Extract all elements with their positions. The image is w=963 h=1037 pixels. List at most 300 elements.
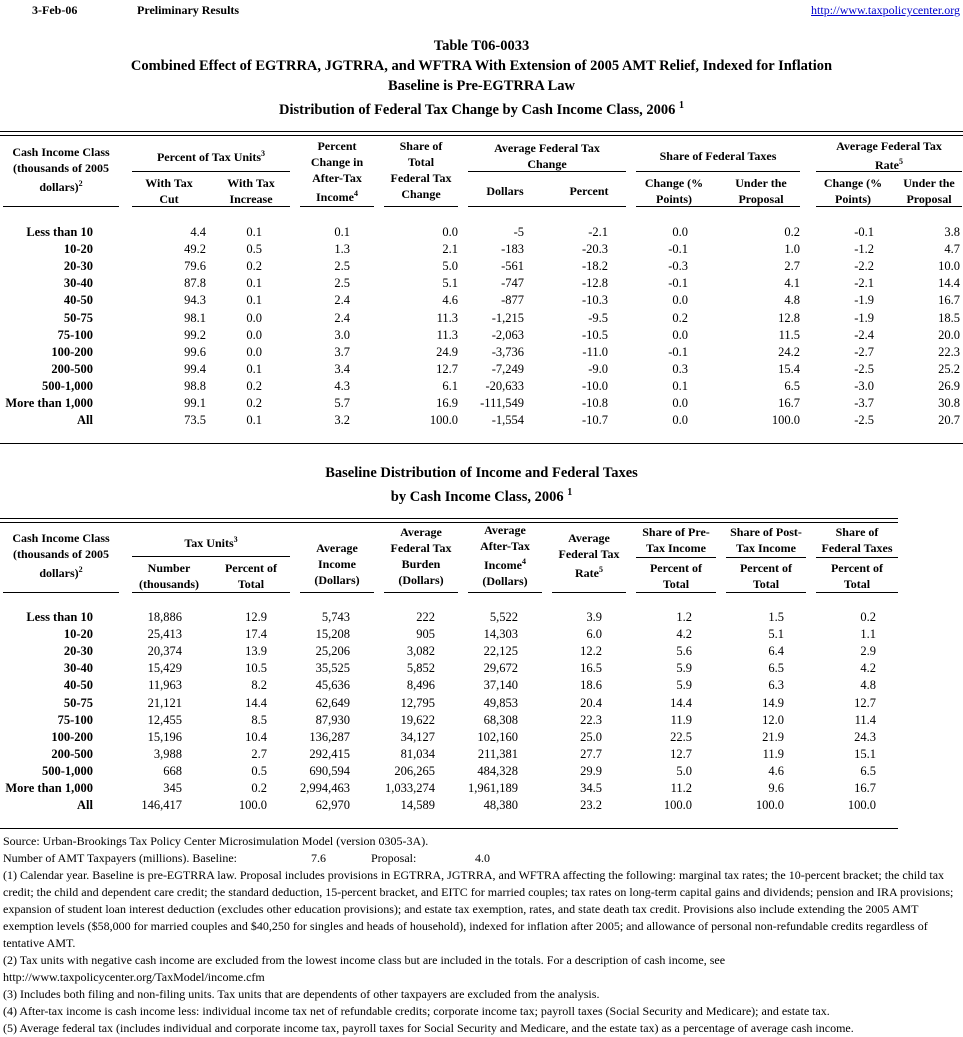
cell-rt_prop: 20.7 xyxy=(938,413,960,428)
header-text: 5 xyxy=(599,565,603,574)
cell-num: 25,413 xyxy=(147,627,182,642)
header-text: Share of xyxy=(399,139,443,153)
cell-share: 11.3 xyxy=(436,310,458,325)
cell-sh_prop: 12.8 xyxy=(778,310,800,325)
footnotes xyxy=(3,833,961,1037)
header-text: Points) xyxy=(835,192,871,206)
header-underline xyxy=(636,557,716,558)
t2-col-number xyxy=(132,560,206,592)
header-text: Percent of Tax Units xyxy=(156,150,262,164)
cell-sh_chg: 0.3 xyxy=(672,361,688,376)
row-label: More than 1,000 xyxy=(5,781,93,795)
cell-sh_prop: 6.5 xyxy=(784,378,800,393)
t1-col-share-change-pts xyxy=(636,175,712,207)
cell-dollars: -1,215 xyxy=(491,310,524,325)
cell-post: 6.3 xyxy=(768,678,784,693)
cell-num: 20,374 xyxy=(147,644,182,659)
cell-fed: 100.0 xyxy=(847,798,876,813)
table-row xyxy=(0,797,963,814)
cell-sh_chg: 0.0 xyxy=(672,225,688,239)
header-text: 4 xyxy=(354,189,358,198)
title-line-3 xyxy=(0,96,963,120)
t1-col-income-class xyxy=(3,144,119,195)
cell-rate: 18.6 xyxy=(580,678,602,693)
cell-pre: 11.9 xyxy=(670,712,692,727)
table-row xyxy=(0,609,963,626)
cell-rt_chg: -2.1 xyxy=(854,276,874,291)
cell-rt_prop: 10.0 xyxy=(938,259,960,274)
cell-num: 345 xyxy=(163,781,182,795)
cell-post: 14.9 xyxy=(762,695,784,710)
header-underline xyxy=(3,206,119,207)
t2-col-share-fed-taxes xyxy=(816,524,898,556)
cell-dollars: -1,554 xyxy=(491,413,524,428)
cell-share: 4.6 xyxy=(442,293,458,308)
cell-fed: 4.2 xyxy=(860,661,876,676)
cell-fed: 2.9 xyxy=(860,644,876,659)
cell-rt_chg: -2.5 xyxy=(854,361,874,376)
table-row xyxy=(0,780,963,797)
header-text: 4 xyxy=(522,557,526,566)
row-label: Less than 10 xyxy=(26,610,93,624)
table-id: Table T06-0033 xyxy=(433,38,530,54)
cell-rt_prop: 3.8 xyxy=(944,225,960,239)
cell-dollars: -2,063 xyxy=(491,327,524,342)
cell-sh_chg: 0.0 xyxy=(672,413,688,428)
footnote-2: (2) Tax units with negative cash income are excluded from the lowest income class but are included in the totals. For a description of cash income, see xyxy=(3,953,726,967)
cell-cut: 98.1 xyxy=(184,310,206,325)
table-row xyxy=(0,763,963,780)
cell-inc: 5,743 xyxy=(321,610,350,624)
table-row xyxy=(0,292,963,309)
header-text: Change in xyxy=(310,155,364,169)
cell-pre: 5.0 xyxy=(676,763,692,778)
cell-sh_prop: 100.0 xyxy=(771,413,800,428)
header-text: 4.0 xyxy=(475,851,490,865)
header-underline xyxy=(468,592,542,593)
header-text: Proposal: xyxy=(371,851,417,865)
page-header xyxy=(0,3,963,19)
header-text: by Cash Income Class, 2006 xyxy=(390,488,564,505)
table-row xyxy=(0,712,963,729)
cell-rt_chg: -1.9 xyxy=(854,310,874,325)
cell-num: 12,455 xyxy=(147,712,182,727)
header-text: Percent of xyxy=(830,561,884,575)
row-label: 200-500 xyxy=(51,361,93,376)
cell-inc: 0.2 xyxy=(246,259,262,274)
cell-pre: 11.2 xyxy=(670,781,692,795)
header-underline xyxy=(636,592,716,593)
header-text: With Tax xyxy=(145,176,193,190)
row-label: 40-50 xyxy=(63,678,93,693)
cell-rate: 12.2 xyxy=(580,644,602,659)
row-label: 30-40 xyxy=(63,661,93,676)
table-row xyxy=(0,660,963,677)
header-underline xyxy=(636,206,800,207)
row-label: 50-75 xyxy=(63,310,93,325)
table-row xyxy=(0,378,963,395)
cell-pre: 1.2 xyxy=(676,610,692,624)
t2-col-avg-fed-rate xyxy=(552,530,626,581)
cell-rt_prop: 4.7 xyxy=(944,242,960,257)
t2-col-avg-fed-burden xyxy=(384,524,458,588)
cell-percent: -20.3 xyxy=(581,242,608,257)
t1-col-rate-change-pts xyxy=(816,175,890,207)
cell-pchg: 3.4 xyxy=(334,361,350,376)
cell-pre: 14.4 xyxy=(670,695,692,710)
row-label: 75-100 xyxy=(57,712,93,727)
cell-dollars: -877 xyxy=(501,293,524,308)
cell-sh_prop: 15.4 xyxy=(778,361,800,376)
cell-pchg: 2.4 xyxy=(334,310,350,325)
header-text: Average xyxy=(400,525,442,539)
cell-sh_prop: 4.1 xyxy=(784,276,800,291)
cell-sh_chg: -0.1 xyxy=(668,276,688,291)
header-text: Distribution of Federal Tax Change by Cash Income Class, 2006 xyxy=(279,101,676,118)
cell-percent: -9.5 xyxy=(588,310,608,325)
header-text: Proposal xyxy=(738,192,784,206)
cell-rate: 3.9 xyxy=(586,610,602,624)
cell-percent: -9.0 xyxy=(588,361,608,376)
header-text: Change xyxy=(527,157,567,171)
cell-rt_chg: -2.4 xyxy=(854,327,874,342)
cell-cut: 98.8 xyxy=(184,378,206,393)
cell-sh_prop: 24.2 xyxy=(778,344,800,359)
header-text: Income xyxy=(484,558,522,572)
cell-rt_chg: -1.9 xyxy=(854,293,874,308)
cell-pre: 5.6 xyxy=(676,644,692,659)
header-underline xyxy=(384,206,458,207)
cell-after: 68,308 xyxy=(483,712,518,727)
row-label: 100-200 xyxy=(51,729,93,744)
header-text: Federal Taxes xyxy=(821,541,893,555)
cell-inc: 0.1 xyxy=(246,225,262,239)
table-row xyxy=(0,224,963,241)
cell-pct: 13.9 xyxy=(245,644,267,659)
cell-pct: 10.4 xyxy=(245,729,267,744)
header-text: 3 xyxy=(261,149,266,158)
table-row xyxy=(0,275,963,292)
t1-col-with-tax-increase xyxy=(212,175,290,207)
row-label: More than 1,000 xyxy=(5,396,93,410)
header-text: After-Tax xyxy=(480,539,530,553)
title-line-2: Baseline is Pre-EGTRRA Law xyxy=(387,78,576,94)
cell-after: 14,303 xyxy=(483,627,518,642)
cell-post: 9.6 xyxy=(768,781,784,795)
header-text: Average xyxy=(316,541,358,555)
cell-pre: 12.7 xyxy=(670,746,692,761)
header-url-link[interactable]: http://www.taxpolicycenter.org xyxy=(811,3,960,17)
cell-sh_chg: -0.1 xyxy=(668,344,688,359)
row-label: 40-50 xyxy=(63,293,93,308)
cell-sh_chg: 0.0 xyxy=(672,293,688,308)
cell-share: 0.0 xyxy=(442,225,458,239)
cell-rt_chg: -1.2 xyxy=(854,242,874,257)
cell-rt_prop: 14.4 xyxy=(938,276,960,291)
cell-post: 11.9 xyxy=(762,746,784,761)
cell-sh_prop: 16.7 xyxy=(778,396,800,410)
header-text: Federal Tax xyxy=(390,171,452,185)
cell-sh_chg: 0.2 xyxy=(672,310,688,325)
row-label: All xyxy=(77,413,93,428)
cell-pre: 22.5 xyxy=(670,729,692,744)
table-row xyxy=(0,677,963,694)
cell-fed: 12.7 xyxy=(854,695,876,710)
header-text xyxy=(552,562,626,581)
cell-percent: -10.3 xyxy=(581,293,608,308)
cell-fed: 16.7 xyxy=(854,781,876,795)
cell-rt_prop: 30.8 xyxy=(938,396,960,410)
cell-inc: 0.5 xyxy=(246,242,262,257)
row-label: 200-500 xyxy=(51,746,93,761)
footnote-4: (4) After-tax income is cash income less: individual income tax net of refundable credits; corporate income tax; payroll taxes (Social Security and Medicare); and estate tax. xyxy=(3,1004,830,1018)
cell-percent: -11.0 xyxy=(582,344,608,359)
header-underline xyxy=(816,557,898,558)
header-text: Cash Income Class xyxy=(12,145,110,159)
row-label: 20-30 xyxy=(63,259,93,274)
header-text: Average Federal Tax xyxy=(836,139,942,153)
cell-after: 5,522 xyxy=(489,610,518,624)
cell-cut: 49.2 xyxy=(184,242,206,257)
header-text xyxy=(726,560,806,592)
cell-share: 16.9 xyxy=(436,396,458,410)
cell-rt_chg: -0.1 xyxy=(854,225,874,239)
table-row xyxy=(0,361,963,378)
header-text: Share of xyxy=(835,525,879,539)
cell-pct: 2.7 xyxy=(251,746,267,761)
cell-dollars: -7,249 xyxy=(491,361,524,376)
cell-rate: 20.4 xyxy=(580,695,602,710)
header-text: Federal Tax xyxy=(558,547,620,561)
cell-dollars: -111,549 xyxy=(480,396,524,410)
cell-share: 24.9 xyxy=(436,344,458,359)
header-text: Total xyxy=(407,155,435,169)
cell-pchg: 5.7 xyxy=(334,396,350,410)
cell-post: 6.5 xyxy=(768,661,784,676)
header-underline xyxy=(726,592,806,593)
t2-col-group-tax-units xyxy=(132,532,290,551)
cell-inc: 0.1 xyxy=(246,276,262,291)
cell-inc: 0.2 xyxy=(246,378,262,393)
cell-share: 100.0 xyxy=(429,413,458,428)
t2-col-income-class xyxy=(3,530,119,581)
cell-fed: 1.1 xyxy=(860,627,876,642)
cell-cut: 99.6 xyxy=(184,344,206,359)
header-text: Average xyxy=(484,523,526,537)
t1-col-dollars: Dollars xyxy=(486,184,524,198)
table2-bottom-rule xyxy=(0,828,898,829)
cell-share: 2.1 xyxy=(442,242,458,257)
header-text: (Dollars) xyxy=(482,574,528,588)
report-status: Preliminary Results xyxy=(137,3,240,17)
cell-fed: 11.4 xyxy=(854,712,876,727)
cell-dollars: -3,736 xyxy=(491,344,524,359)
footnote-5: (5) Average federal tax (includes individual and corporate income tax, payroll taxes for Social Security and Medicare, and the estate tax) as a percentage of average cash income. xyxy=(3,1021,854,1035)
cell-share: 12.7 xyxy=(436,361,458,376)
table1-title-block xyxy=(0,36,963,120)
cell-num: 21,121 xyxy=(147,695,182,710)
cell-inc: 0.0 xyxy=(246,327,262,342)
cell-sh_chg: 0.0 xyxy=(672,327,688,342)
table-row xyxy=(0,241,963,258)
table-row xyxy=(0,310,963,327)
header-text xyxy=(300,186,374,205)
cell-post: 4.6 xyxy=(768,763,784,778)
header-underline xyxy=(132,556,290,557)
header-text: Increase xyxy=(229,192,273,206)
cell-num: 15,429 xyxy=(147,661,182,676)
t1-col-share-under-proposal xyxy=(722,175,800,207)
row-label: Less than 10 xyxy=(26,225,93,239)
header-text: Average Federal Tax xyxy=(494,141,600,155)
cell-inc: 15,208 xyxy=(315,627,350,642)
cell-pct: 8.2 xyxy=(251,678,267,693)
cell-num: 668 xyxy=(163,763,182,778)
cell-rate: 22.3 xyxy=(580,712,602,727)
header-underline xyxy=(816,171,962,172)
header-text: Share of Post- xyxy=(730,525,802,539)
header-text: Percent of xyxy=(224,561,278,575)
header-text: 3 xyxy=(233,535,238,544)
cell-rt_prop: 25.2 xyxy=(938,361,960,376)
header-underline xyxy=(468,206,626,207)
header-text: Tax Income xyxy=(736,541,796,555)
header-text: Percent xyxy=(317,139,357,153)
cell-after: 484,328 xyxy=(477,763,518,778)
cell-share: 11.3 xyxy=(436,327,458,342)
table-row xyxy=(0,729,963,746)
row-label: All xyxy=(77,798,93,813)
cell-sh_prop: 4.8 xyxy=(784,293,800,308)
header-text: Rate xyxy=(575,566,599,580)
cell-inc: 0.1 xyxy=(246,413,262,428)
header-text: Tax Units xyxy=(184,536,234,550)
row-label: 10-20 xyxy=(63,242,93,257)
header-text xyxy=(816,560,898,592)
cell-rate: 25.0 xyxy=(580,729,602,744)
cell-cut: 73.5 xyxy=(184,413,206,428)
cell-sh_chg: -0.3 xyxy=(668,259,688,274)
cell-inc: 45,636 xyxy=(315,678,350,693)
table-row xyxy=(0,626,963,643)
cell-sh_prop: 1.0 xyxy=(784,242,800,257)
row-label: 10-20 xyxy=(63,627,93,642)
cell-inc: 87,930 xyxy=(315,712,350,727)
table-row xyxy=(0,695,963,712)
cell-after: 37,140 xyxy=(483,678,518,693)
cell-pct: 100.0 xyxy=(238,798,267,813)
footnote-3: (3) Includes both filing and non-filing units. Tax units that are dependents of other taxpayers are excluded from the analysis. xyxy=(3,987,600,1001)
table2-title-line-2 xyxy=(0,483,963,507)
header-text: With Tax xyxy=(227,176,275,190)
header-text: After-Tax xyxy=(312,171,362,185)
cell-cut: 87.8 xyxy=(184,276,206,291)
cell-rt_chg: -2.2 xyxy=(854,259,874,274)
cell-percent: -10.0 xyxy=(581,378,608,393)
header-text: Income xyxy=(316,190,354,204)
table-row xyxy=(0,344,963,361)
cell-rt_chg: -3.7 xyxy=(854,396,874,410)
header-text: Rate xyxy=(875,158,899,172)
cell-inc: 0.0 xyxy=(246,344,262,359)
table2-top-rule xyxy=(0,518,898,523)
cell-burden: 905 xyxy=(416,627,435,642)
t2-col-avg-after-tax xyxy=(468,522,542,589)
cell-num: 11,963 xyxy=(148,678,182,693)
table2-title-line-1: Baseline Distribution of Income and Federal Taxes xyxy=(325,465,638,481)
cell-cut: 4.4 xyxy=(190,225,206,239)
header-text xyxy=(3,562,119,581)
header-text: Cut xyxy=(159,192,179,206)
header-text: (Dollars) xyxy=(398,573,444,587)
cell-cut: 99.1 xyxy=(184,396,206,410)
cell-inc: 0.2 xyxy=(246,396,262,410)
cell-pct: 14.4 xyxy=(245,695,267,710)
header-text: 2 xyxy=(78,565,83,574)
cell-pct: 0.5 xyxy=(251,763,267,778)
header-text: dollars) xyxy=(39,180,79,194)
cell-burden: 3,082 xyxy=(406,644,435,659)
header-text: Points) xyxy=(656,192,692,206)
cell-rt_prop: 20.0 xyxy=(938,327,960,342)
cell-inc: 2,994,463 xyxy=(300,781,350,795)
header-underline xyxy=(300,592,374,593)
header-text: (thousands of 2005 xyxy=(12,161,110,175)
header-text: Share of Pre- xyxy=(642,525,710,539)
cell-burden: 206,265 xyxy=(394,763,435,778)
cell-post: 21.9 xyxy=(762,729,784,744)
header-text: 1 xyxy=(679,100,684,111)
cell-sh_prop: 0.2 xyxy=(784,225,800,239)
header-text: Under the xyxy=(735,176,787,190)
cell-percent: -10.5 xyxy=(581,327,608,342)
t1-col-rate-under-proposal xyxy=(896,175,962,207)
cell-num: 15,196 xyxy=(147,729,182,744)
t1-col-group-avg-fed-tax-rate xyxy=(816,138,962,173)
cell-after: 49,853 xyxy=(483,695,518,710)
header-text: (thousands of 2005 xyxy=(12,547,110,561)
cell-after: 48,380 xyxy=(483,798,518,813)
cell-rate: 6.0 xyxy=(586,627,602,642)
row-label: 500-1,000 xyxy=(41,763,93,778)
cell-pchg: 3.0 xyxy=(334,327,350,342)
cell-rt_chg: -3.0 xyxy=(854,378,874,393)
footnote-2-url: http://www.taxpolicycenter.org/TaxModel/income.cfm xyxy=(3,970,265,984)
header-text: 1 xyxy=(567,487,573,498)
t1-col-pct-change-after-tax xyxy=(300,138,374,205)
t1-col-percent: Percent xyxy=(569,184,609,198)
cell-dollars: -747 xyxy=(501,276,524,291)
cell-share: 6.1 xyxy=(442,378,458,393)
cell-inc: 292,415 xyxy=(309,746,350,761)
cell-sh_chg: 0.1 xyxy=(672,378,688,393)
row-label: 20-30 xyxy=(63,644,93,659)
cell-post: 5.1 xyxy=(768,627,784,642)
cell-num: 18,886 xyxy=(147,610,182,624)
header-text: Percent of xyxy=(739,561,793,575)
cell-pchg: 0.1 xyxy=(334,225,350,239)
row-label: 50-75 xyxy=(63,695,93,710)
footnote-1: (1) Calendar year. Baseline is pre-EGTRRA law. Proposal includes provisions in EGTRRA, JGTRRA, and WFTRA affecting the following: marginal tax rates; the 10-percent bracket; the child tax credit; the child and dependent care credit; the standard deduction, 15-percent bracket, and EITC for married couples; tax rates on long-term capital gains and dividends; pension and IRA provisions; expansion of student loan interest deduction (excludes other education provisions); and estate tax exemption, rates, and state death tax credit. Provisions also include extending the 2005 AMT exemption levels ($58,000 for married couples and $40,250 for singles and heads of household), indexed for inflation after 2005; and allowance of personal non-refundable credits regardless of tentative AMT. xyxy=(3,868,954,950)
cell-burden: 1,033,274 xyxy=(385,781,435,795)
header-underline xyxy=(726,557,806,558)
cell-burden: 34,127 xyxy=(400,729,435,744)
header-underline xyxy=(816,592,898,593)
cell-pchg: 4.3 xyxy=(334,378,350,393)
cell-dollars: -183 xyxy=(501,242,524,257)
table2-title-block xyxy=(0,463,963,507)
t1-col-with-tax-cut xyxy=(132,175,206,207)
